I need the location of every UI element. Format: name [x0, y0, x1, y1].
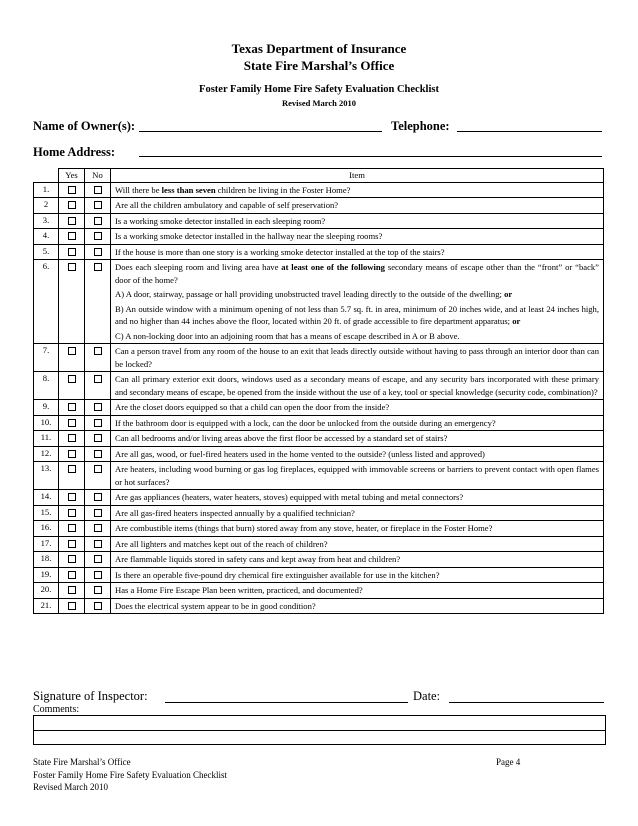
no-checkbox[interactable] — [94, 217, 102, 225]
table-row — [34, 431, 604, 447]
yes-cell — [59, 229, 85, 245]
no-cell — [85, 415, 111, 431]
item-text-segment: If the house is more than one story is a working smoke detector installed at the top of the stairs? — [115, 246, 445, 257]
yes-checkbox[interactable] — [68, 509, 76, 517]
no-cell — [85, 521, 111, 537]
date-label: Date: — [413, 689, 441, 703]
item-text — [111, 521, 604, 537]
item-number: 11. — [34, 431, 59, 447]
yes-checkbox[interactable] — [68, 347, 76, 355]
table-row — [34, 490, 604, 506]
yes-cell — [59, 260, 85, 344]
yes-cell — [59, 344, 85, 372]
no-checkbox[interactable] — [94, 419, 102, 427]
item-text — [111, 213, 604, 229]
office-title: State Fire Marshal’s Office — [243, 58, 395, 73]
yes-checkbox[interactable] — [68, 434, 76, 442]
item-number: 4. — [34, 229, 59, 245]
table-row — [34, 583, 604, 599]
yes-checkbox[interactable] — [68, 524, 76, 532]
yes-cell — [59, 583, 85, 599]
item-text — [111, 229, 604, 245]
table-row — [34, 229, 604, 245]
item-text — [111, 552, 604, 568]
yes-cell — [59, 400, 85, 416]
footer-revised: Revised March 2010 — [33, 782, 108, 792]
item-sub-segment: or — [504, 289, 513, 299]
address-field[interactable] — [139, 156, 602, 157]
table-row — [34, 260, 604, 344]
item-text-segment: Is there an operable five-pound dry chemical fire extinguisher available for use in the kitchen? — [115, 569, 440, 580]
yes-checkbox[interactable] — [68, 465, 76, 473]
item-text-segment: Will there be — [115, 184, 162, 195]
no-checkbox[interactable] — [94, 186, 102, 194]
item-number: 14. — [34, 490, 59, 506]
item-text — [111, 372, 604, 400]
no-cell — [85, 182, 111, 198]
no-checkbox[interactable] — [94, 571, 102, 579]
yes-checkbox[interactable] — [68, 586, 76, 594]
no-checkbox[interactable] — [94, 450, 102, 458]
item-number: 16. — [34, 521, 59, 537]
yes-checkbox[interactable] — [68, 540, 76, 548]
item-text-segment: Are combustible items (things that burn) stored away from any stove, heater, or fireplace in the Foster Home? — [115, 523, 493, 533]
item-sub-option — [115, 287, 599, 302]
no-cell — [85, 260, 111, 344]
item-header: Item — [111, 169, 604, 183]
no-cell — [85, 400, 111, 416]
item-text — [111, 462, 604, 490]
yes-cell — [59, 490, 85, 506]
yes-checkbox[interactable] — [68, 375, 76, 383]
item-text-segment: less than seven — [161, 184, 216, 195]
item-sub-segment: B) An outside window with a minimum opening of not less than 5.7 sq. ft. in area, minimum of 20 inches wide, and at least 24 inches high, and no higher than 44 inches above the floor, located within 20 ft. of grade accessible to fire department apparatus; — [115, 303, 599, 326]
table-row — [34, 198, 604, 214]
item-number: 8. — [34, 372, 59, 400]
item-text — [111, 446, 604, 462]
owner-label: Name of Owner(s): — [33, 119, 136, 133]
item-text-segment: Are all gas-fired heaters inspected annually by a qualified technician? — [115, 507, 355, 518]
yes-checkbox[interactable] — [68, 450, 76, 458]
no-checkbox[interactable] — [94, 493, 102, 501]
item-sub-option — [115, 329, 599, 344]
table-row — [34, 372, 604, 400]
no-cell — [85, 446, 111, 462]
item-text-segment: Has a Home Fire Escape Plan been written, practiced, and documented? — [115, 585, 363, 595]
item-number: 20. — [34, 583, 59, 599]
yes-cell — [59, 372, 85, 400]
no-cell — [85, 198, 111, 214]
table-row — [34, 505, 604, 521]
item-number: 15. — [34, 505, 59, 521]
item-number: 3. — [34, 213, 59, 229]
item-text-segment: Is a working smoke detector installed in each sleeping room? — [115, 215, 326, 226]
date-field[interactable] — [449, 702, 604, 703]
item-text — [111, 198, 604, 214]
inspector-signature-field[interactable] — [165, 702, 408, 703]
table-row — [34, 536, 604, 552]
item-text — [111, 490, 604, 506]
item-text-segment: Are all the children ambulatory and capable of self preservation? — [115, 200, 339, 210]
num-header — [34, 169, 59, 183]
item-number: 12. — [34, 446, 59, 462]
yes-cell — [59, 536, 85, 552]
yes-checkbox[interactable] — [68, 419, 76, 427]
no-checkbox[interactable] — [94, 602, 102, 610]
item-text-segment: Are all lighters and matches kept out of the reach of children? — [115, 538, 328, 549]
item-text-segment: Is a working smoke detector installed in the hallway near the sleeping rooms? — [115, 231, 383, 241]
no-checkbox[interactable] — [94, 509, 102, 517]
item-text — [111, 260, 604, 344]
yes-checkbox[interactable] — [68, 571, 76, 579]
item-text-segment: Are flammable liquids stored in safety cans and kept away from heat and children? — [115, 554, 401, 564]
item-text-segment: Does the electrical system appear to be in good condition? — [115, 600, 316, 611]
table-row — [34, 552, 604, 568]
item-text — [111, 244, 604, 260]
item-text — [111, 567, 604, 583]
inspector-label: Signature of Inspector: — [33, 689, 148, 703]
item-text — [111, 400, 604, 416]
no-checkbox[interactable] — [94, 555, 102, 563]
yes-checkbox[interactable] — [68, 248, 76, 256]
table-row — [34, 213, 604, 229]
item-text-segment: Are all gas, wood, or fuel-fired heaters used in the home vented to the outside? (unless listed and approved) — [115, 448, 485, 459]
yes-cell — [59, 552, 85, 568]
item-number: 9. — [34, 400, 59, 416]
no-cell — [85, 598, 111, 614]
no-checkbox[interactable] — [94, 248, 102, 256]
no-header: No — [85, 169, 111, 183]
yes-cell — [59, 446, 85, 462]
no-checkbox[interactable] — [94, 434, 102, 442]
yes-checkbox[interactable] — [68, 263, 76, 271]
form-title: Foster Family Home Fire Safety Evaluation Checklist — [199, 84, 439, 95]
no-cell — [85, 372, 111, 400]
telephone-label: Telephone: — [391, 119, 450, 133]
table-row — [34, 400, 604, 416]
item-text — [111, 344, 604, 372]
no-checkbox[interactable] — [94, 232, 102, 240]
item-number: 5. — [34, 244, 59, 260]
table-row — [34, 182, 604, 198]
no-cell — [85, 431, 111, 447]
comments-label: Comments: — [33, 704, 80, 715]
yes-cell — [59, 182, 85, 198]
yes-checkbox[interactable] — [68, 201, 76, 209]
yes-cell — [59, 244, 85, 260]
footer-office: State Fire Marshal’s Office — [33, 757, 131, 767]
no-checkbox[interactable] — [94, 201, 102, 209]
no-checkbox[interactable] — [94, 524, 102, 532]
no-checkbox[interactable] — [94, 403, 102, 411]
table-row — [34, 462, 604, 490]
item-number: 17. — [34, 536, 59, 552]
no-cell — [85, 490, 111, 506]
no-cell — [85, 462, 111, 490]
table-row — [34, 244, 604, 260]
table-row — [34, 415, 604, 431]
yes-checkbox[interactable] — [68, 186, 76, 194]
item-text — [111, 415, 604, 431]
item-text-segment: children be living in the Foster Home? — [215, 184, 351, 195]
no-cell — [85, 505, 111, 521]
address-label: Home Address: — [33, 145, 116, 159]
item-text — [111, 598, 604, 614]
org-title: Texas Department of Insurance — [231, 41, 407, 56]
yes-cell — [59, 415, 85, 431]
no-cell — [85, 344, 111, 372]
item-sub-option — [115, 302, 599, 329]
item-text — [111, 431, 604, 447]
item-number: 1. — [34, 182, 59, 198]
yes-cell — [59, 567, 85, 583]
no-checkbox[interactable] — [94, 347, 102, 355]
table-row — [34, 598, 604, 614]
yes-cell — [59, 505, 85, 521]
no-cell — [85, 536, 111, 552]
yes-cell — [59, 462, 85, 490]
yes-cell — [59, 431, 85, 447]
footer-form-title: Foster Family Home Fire Safety Evaluation Checklist — [33, 770, 227, 780]
item-text-segment: Does each sleeping room and living area have — [115, 262, 282, 272]
item-sub-segment: or — [512, 316, 521, 326]
comments-box[interactable] — [33, 715, 606, 745]
yes-cell — [59, 598, 85, 614]
no-checkbox[interactable] — [94, 540, 102, 548]
item-number: 2 — [34, 198, 59, 214]
item-number: 10. — [34, 415, 59, 431]
table-row — [34, 344, 604, 372]
item-number: 6. — [34, 260, 59, 344]
item-sub-segment: C) A non-locking door into an adjoining room that has a means of escape described in A or B above. — [115, 330, 460, 341]
item-text-segment: Are gas appliances (heaters, water heaters, stoves) equipped with metal tubing and metal connectors? — [115, 492, 464, 502]
item-text-segment: at least one of the following — [281, 262, 385, 272]
no-cell — [85, 552, 111, 568]
item-text — [111, 505, 604, 521]
item-number: 13. — [34, 462, 59, 490]
yes-cell — [59, 521, 85, 537]
item-text-segment: If the bathroom door is equipped with a lock, can the door be unlocked from the outside during an emergency? — [115, 417, 496, 428]
no-checkbox[interactable] — [94, 263, 102, 271]
table-row — [34, 521, 604, 537]
no-cell — [85, 567, 111, 583]
no-cell — [85, 213, 111, 229]
yes-checkbox[interactable] — [68, 217, 76, 225]
table-row — [34, 567, 604, 583]
no-checkbox[interactable] — [94, 586, 102, 594]
item-text — [111, 583, 604, 599]
no-checkbox[interactable] — [94, 375, 102, 383]
item-sub-segment: A) A door, stairway, passage or hall providing unobstructed travel leading directly to the outside of the dwelling; — [115, 289, 505, 299]
item-text-segment: Can a person travel from any room of the house to an exit that leads directly outside without having to pass through an interior door than can be locked? — [115, 346, 599, 369]
no-cell — [85, 244, 111, 260]
item-text-segment: secondary means of escape other than the “front” or “back” door of the home? — [115, 262, 599, 285]
item-number: 7. — [34, 344, 59, 372]
no-checkbox[interactable] — [94, 465, 102, 473]
item-text-segment: Can all primary exterior exit doors, windows used as a secondary means of escape, and any security bars incorporated with these primary and secondary means of escape, be opened from the inside without the use of a key, tool or special knowledge (security code, combination)? — [115, 374, 599, 397]
owner-field[interactable] — [139, 131, 382, 132]
item-text-segment: Are the closet doors equipped so that a child can open the door from the inside? — [115, 402, 390, 412]
item-number: 18. — [34, 552, 59, 568]
item-text-segment: Are heaters, including wood burning or gas log fireplaces, equipped with immovable screens or barriers to prevent contact with open flames or hot surfaces? — [115, 464, 599, 487]
item-text — [111, 182, 604, 198]
yes-header: Yes — [59, 169, 85, 183]
item-text-segment: Can all bedrooms and/or living areas above the first floor be accessed by a standard set of stairs? — [115, 433, 448, 443]
yes-cell — [59, 213, 85, 229]
yes-checkbox[interactable] — [68, 232, 76, 240]
revised-date: Revised March 2010 — [282, 98, 356, 108]
table-row — [34, 446, 604, 462]
yes-cell — [59, 198, 85, 214]
no-cell — [85, 583, 111, 599]
yes-checkbox[interactable] — [68, 555, 76, 563]
yes-checkbox[interactable] — [68, 602, 76, 610]
no-cell — [85, 229, 111, 245]
yes-checkbox[interactable] — [68, 493, 76, 501]
yes-checkbox[interactable] — [68, 403, 76, 411]
checklist-table — [33, 168, 604, 614]
footer-page-number: Page 4 — [496, 757, 521, 767]
item-number: 21. — [34, 598, 59, 614]
item-number: 19. — [34, 567, 59, 583]
item-text — [111, 536, 604, 552]
telephone-field[interactable] — [457, 131, 602, 132]
